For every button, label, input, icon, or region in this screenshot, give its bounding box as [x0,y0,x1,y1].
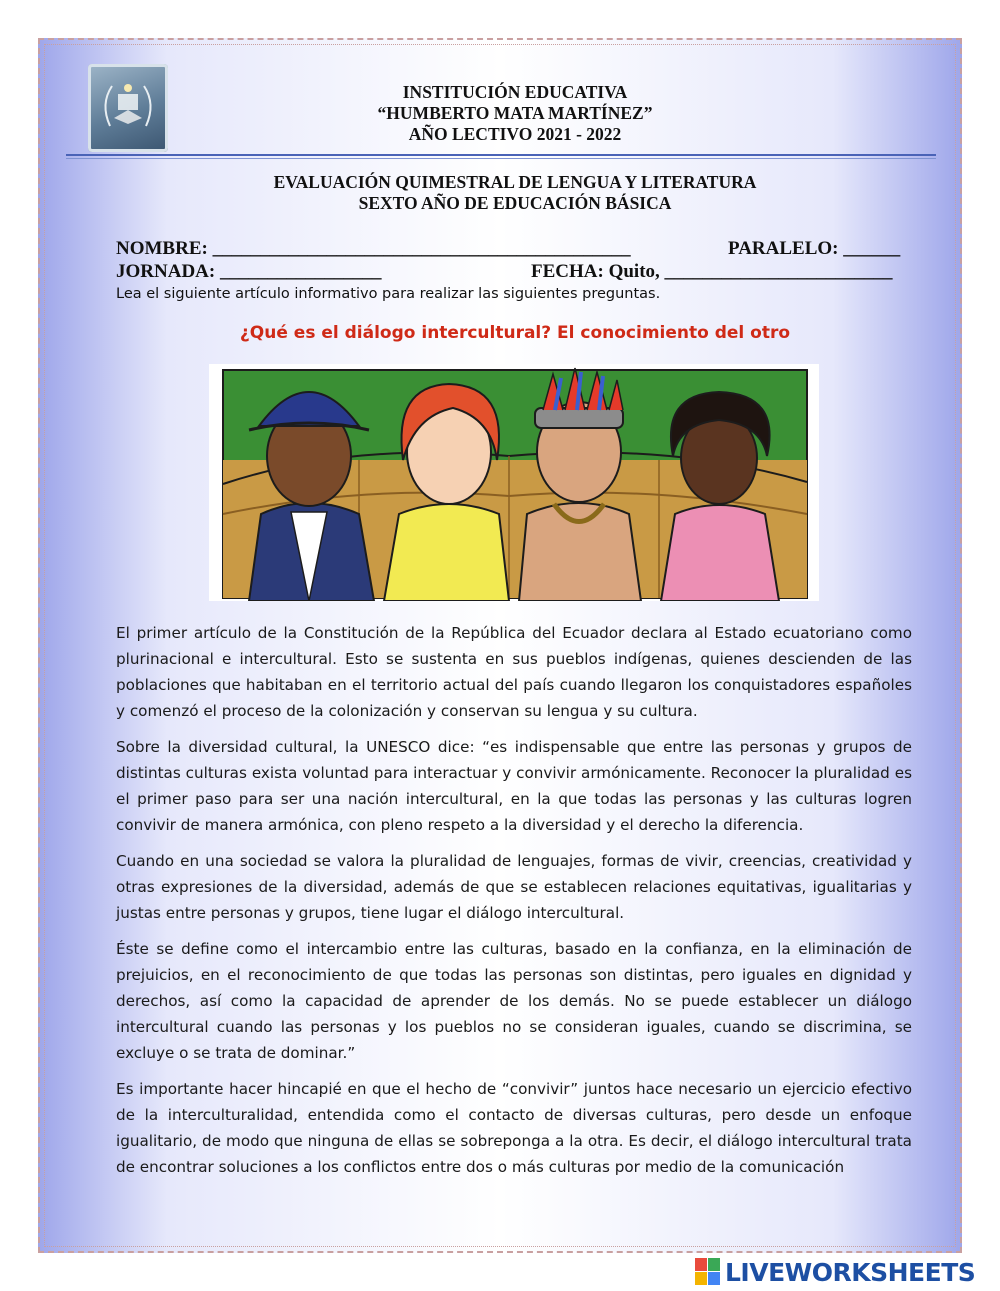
header-divider-thin [66,158,936,159]
paralelo-field[interactable]: PARALELO: ______ [728,238,901,259]
article-paragraph: Sobre la diversidad cultural, la UNESCO dice: “es indispensable que entre las personas y grupos de distintas culturas exista voluntad para interactuar y convivir armónicamente. Reconocer la pluralidad es el primer paso para ser una nación intercultural, en la que todas las personas y las culturas logren convivir de manera armónica, con pleno respeto a la diversidad y el derecho la diferencia. [116,738,912,834]
liveworksheets-wordmark: LIVEWORKSHEETS [725,1257,976,1287]
instructions: Lea el siguiente artículo informativo para realizar las siguientes preguntas. [116,286,661,302]
article-paragraph: Éste se define como el intercambio entre las culturas, basado en la confianza, en la eliminación de prejuicios, en el reconocimiento de que todas las personas son distintas, pero iguales en dignidad y derechos, así como la capacidad de aprender de los demás. No se puede establecer un diálogo intercultural cuando las personas y los pueblos no se consideran iguales, cuando se discrimina, se excluye o se trata de dominar.” [116,940,912,1062]
article-body [116,620,912,1190]
article-title: ¿Qué es el diálogo intercultural? El conocimiento del otro [239,323,791,343]
exam-title [150,172,880,214]
nombre-field[interactable]: NOMBRE: ____________________________________________ [116,238,631,259]
header-divider [66,154,936,156]
exam-subject: EVALUACIÓN QUIMESTRAL DE LENGUA Y LITERATURA [273,172,757,192]
school-year: AÑO LECTIVO 2021 - 2022 [408,124,622,144]
school-header [200,82,830,145]
jornada-field[interactable]: JORNADA: _________________ [116,261,382,282]
school-type: INSTITUCIÓN EDUCATIVA [402,82,628,102]
liveworksheets-badge-icon [695,1258,721,1286]
article-paragraph: El primer artículo de la Constitución de la República del Ecuador declara al Estado ecuatoriano como plurinacional e intercultural. Esto se sustenta en sus pueblos indígenas, quienes descienden de las poblaciones que habitaban en el territorio actual del país cuando llegaron los conquistadores españoles y comenzó el proceso de la colonización y conservan su lengua y su cultura. [116,624,912,720]
school-crest-logo [88,64,168,152]
student-fields [116,238,916,284]
article-paragraph: Es importante hacer hincapié en que el hecho de “convivir” juntos hace necesario un ejercicio efectivo de la interculturalidad, entendida como el contacto de diversas culturas, pero desde un enfoque igualitario, de modo que ninguna de ellas se sobreponga a la otra. Es decir, el diálogo intercultural trata de encontrar soluciones a los conflictos entre dos o más culturas por medio de la comunicación [116,1080,912,1176]
liveworksheets-logo [695,1256,975,1288]
school-name: “HUMBERTO MATA MARTÍNEZ” [377,103,653,123]
article-paragraph: Cuando en una sociedad se valora la pluralidad de lenguajes, formas de vivir, creencias, creatividad y otras expresiones de la diversidad, además de que se establecen relaciones equitativas, igualitarias y justas entre personas y grupos, tiene lugar el diálogo intercultural. [116,852,912,922]
fecha-field[interactable]: FECHA: Quito, ________________________ [531,261,893,282]
children-illustration [209,364,819,601]
exam-grade: SEXTO AÑO DE EDUCACIÓN BÁSICA [358,193,672,213]
